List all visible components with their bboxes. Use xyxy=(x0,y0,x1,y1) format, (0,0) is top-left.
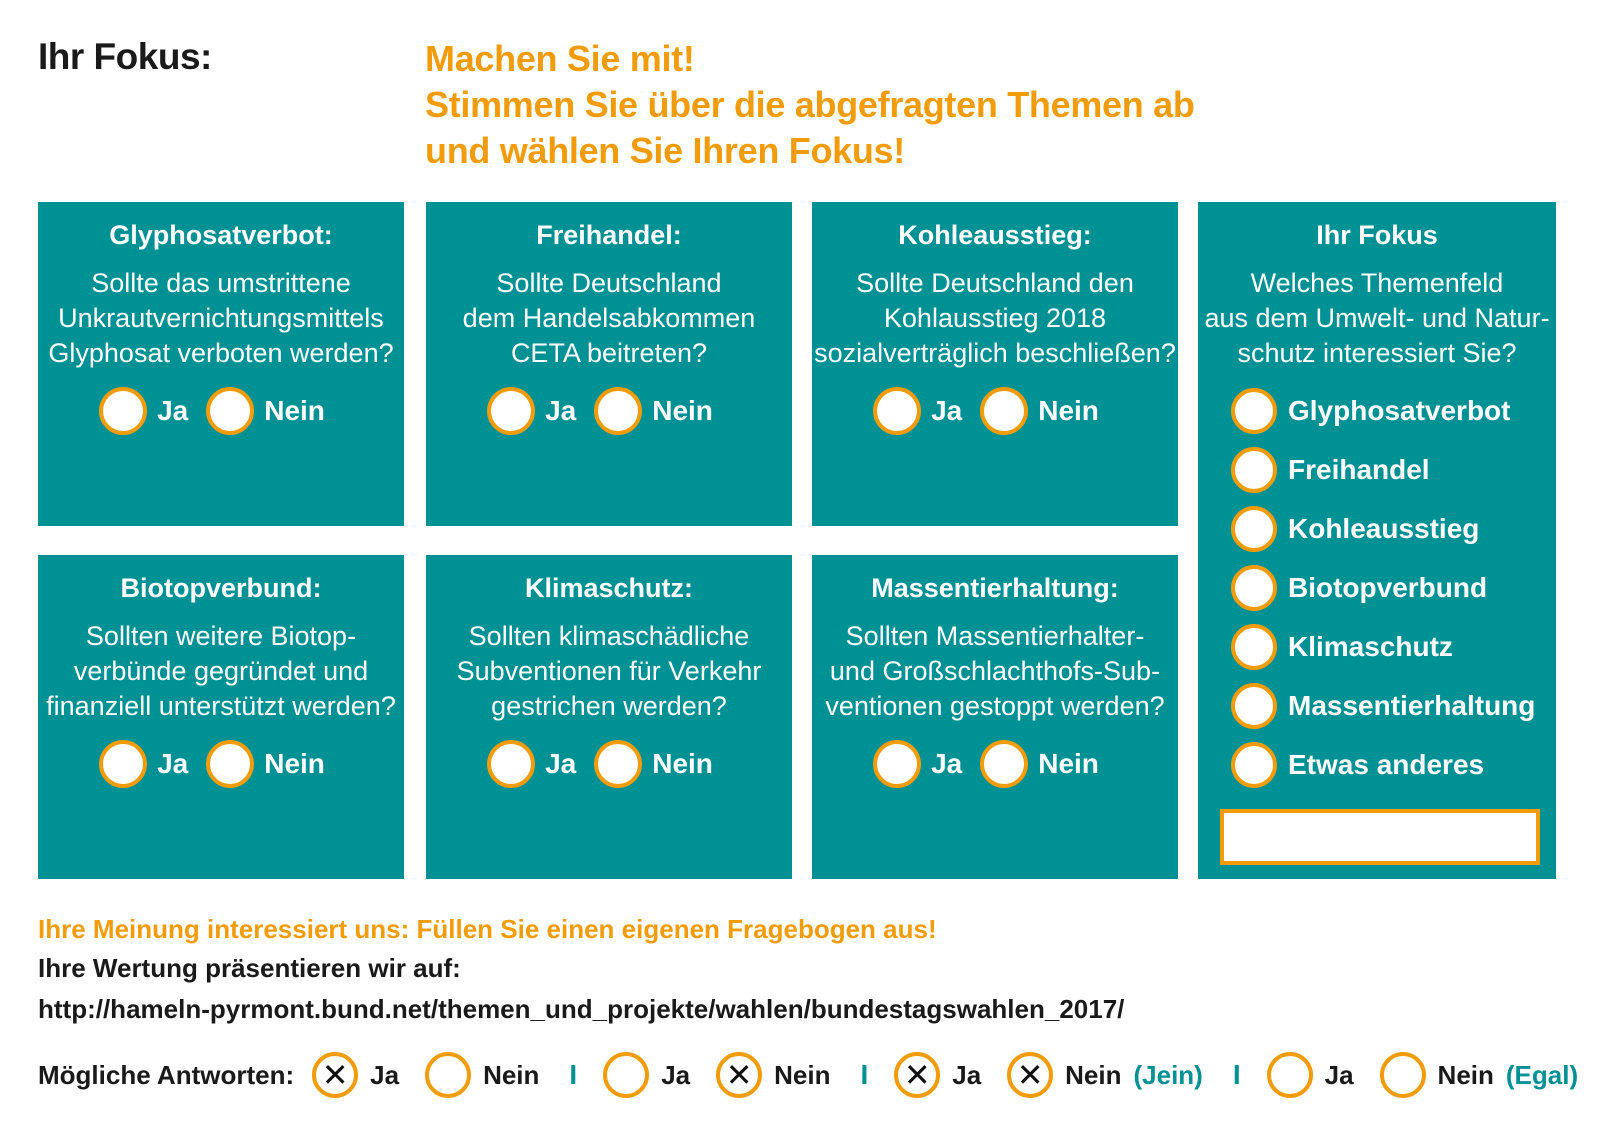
headline xyxy=(425,36,1195,174)
nein-radio[interactable] xyxy=(980,740,1028,788)
legend-ja-checked xyxy=(312,1052,358,1098)
focus-question: Welches Themenfeld aus dem Umwelt- und Natur- schutz interessiert Sie? xyxy=(1204,268,1550,368)
question-title: Massentierhaltung: xyxy=(871,573,1119,603)
legend-separator: I xyxy=(860,1059,869,1090)
nein-label: Nein xyxy=(264,748,325,779)
ja-radio[interactable] xyxy=(99,387,147,435)
answer-options xyxy=(426,740,792,788)
focus-option-label: Freihandel xyxy=(1288,453,1430,485)
nein-radio[interactable] xyxy=(206,387,254,435)
question-title: Freihandel: xyxy=(536,220,682,250)
question-text: Sollte Deutschland den Kohlausstieg 2018 sozialverträglich beschließen? xyxy=(814,268,1176,368)
focus-radio[interactable] xyxy=(1231,506,1277,552)
other-topic-field[interactable] xyxy=(1220,809,1540,865)
legend-note-egal: (Egal) xyxy=(1505,1059,1579,1090)
ja-radio[interactable] xyxy=(873,740,921,788)
focus-option-klimaschutz[interactable] xyxy=(1220,617,1556,676)
answer-options xyxy=(38,740,404,788)
focus-option-label: Glyphosatverbot xyxy=(1288,394,1511,426)
ja-label: Ja xyxy=(931,748,963,779)
legend-nein-checked xyxy=(716,1052,762,1098)
focus-option-label: Biotopverbund xyxy=(1288,571,1488,603)
legend-separator: I xyxy=(569,1059,578,1090)
question-text: Sollten Massentierhalter- und Großschlachthofs-Sub- ventionen gestoppt werden? xyxy=(825,621,1165,721)
nein-label: Nein xyxy=(652,395,713,426)
page-title: Ihr Fokus: xyxy=(38,36,212,77)
headline-line-3: und wählen Sie Ihren Fokus! xyxy=(425,130,905,171)
question-card-kohleausstieg xyxy=(812,202,1178,526)
nein-radio[interactable] xyxy=(206,740,254,788)
results-url[interactable]: http://hameln-pyrmont.bund.net/themen_und_projekte/wahlen/bundestagswahlen_2017/ xyxy=(38,994,1125,1024)
legend-nein-label: Nein xyxy=(1437,1059,1494,1090)
focus-radio[interactable] xyxy=(1231,683,1277,729)
ja-label: Ja xyxy=(931,395,963,426)
focus-radio[interactable] xyxy=(1231,388,1277,434)
nein-label: Nein xyxy=(264,395,325,426)
x-mark-icon: ✕ xyxy=(725,1057,753,1093)
call-to-action: Ihre Meinung interessiert uns: Füllen Sie einen eigenen Fragebogen aus! xyxy=(38,914,937,944)
nein-radio[interactable] xyxy=(980,387,1028,435)
question-card-freihandel xyxy=(426,202,792,526)
focus-option-label: Kohleausstieg xyxy=(1288,512,1480,544)
legend-ja-checked xyxy=(894,1052,940,1098)
legend-label: Mögliche Antworten: xyxy=(38,1059,295,1090)
question-title: Biotopverbund: xyxy=(120,573,322,603)
focus-radio[interactable] xyxy=(1231,742,1277,788)
focus-option-label: Etwas anderes xyxy=(1288,748,1485,780)
legend-ja-empty xyxy=(603,1052,649,1098)
question-title: Glyphosatverbot: xyxy=(109,220,333,250)
question-card-glyphosat xyxy=(38,202,404,526)
focus-title: Ihr Fokus xyxy=(1316,220,1438,250)
answer-options xyxy=(38,387,404,435)
question-text: Sollte das umstrittene Unkrautvernichtungsmittels Glyphosat verboten werden? xyxy=(48,268,394,368)
x-mark-icon: ✕ xyxy=(321,1057,349,1093)
focus-radio[interactable] xyxy=(1231,447,1277,493)
focus-option-label: Klimaschutz xyxy=(1288,630,1453,662)
answer-options xyxy=(812,740,1178,788)
headline-line-2: Stimmen Sie über die abgefragten Themen ab xyxy=(425,84,1195,125)
legend-ja-label: Ja xyxy=(952,1059,982,1090)
focus-option-kohleausstieg[interactable] xyxy=(1220,499,1556,558)
ja-label: Ja xyxy=(545,748,577,779)
question-title: Kohleausstieg: xyxy=(898,220,1092,250)
x-mark-icon: ✕ xyxy=(1016,1057,1044,1093)
ja-label: Ja xyxy=(157,395,189,426)
legend-nein-label: Nein xyxy=(483,1059,540,1090)
question-text: Sollte Deutschland dem Handelsabkommen CETA beitreten? xyxy=(462,268,756,368)
focus-option-freihandel[interactable] xyxy=(1220,440,1556,499)
legend-ja-label: Ja xyxy=(661,1059,691,1090)
ja-radio[interactable] xyxy=(487,387,535,435)
nein-label: Nein xyxy=(652,748,713,779)
focus-card xyxy=(1198,202,1556,879)
ja-radio[interactable] xyxy=(487,740,535,788)
headline-line-1: Machen Sie mit! xyxy=(425,38,695,79)
question-card-klimaschutz xyxy=(426,555,792,879)
focus-options xyxy=(1198,381,1556,794)
nein-label: Nein xyxy=(1038,748,1099,779)
focus-option-label: Massentierhaltung xyxy=(1288,689,1536,721)
focus-option-biotopverbund[interactable] xyxy=(1220,558,1556,617)
focus-option-glyphosatverbot[interactable] xyxy=(1220,381,1556,440)
nein-radio[interactable] xyxy=(594,740,642,788)
ja-radio[interactable] xyxy=(99,740,147,788)
answer-options xyxy=(812,387,1178,435)
nein-label: Nein xyxy=(1038,395,1099,426)
legend-ja-label: Ja xyxy=(1324,1059,1354,1090)
x-mark-icon: ✕ xyxy=(903,1057,931,1093)
legend-separator: I xyxy=(1232,1059,1241,1090)
presented-on-text: Ihre Wertung präsentieren wir auf: xyxy=(38,953,461,983)
legend-ja-empty xyxy=(1267,1052,1313,1098)
legend-ja-label: Ja xyxy=(370,1059,400,1090)
legend-nein-label: Nein xyxy=(774,1059,831,1090)
focus-radio[interactable] xyxy=(1231,565,1277,611)
question-card-massentierhaltung xyxy=(812,555,1178,879)
legend-nein-checked xyxy=(1007,1052,1053,1098)
legend-nein-empty xyxy=(425,1052,471,1098)
legend-note-jein: (Jein) xyxy=(1133,1059,1203,1090)
question-title: Klimaschutz: xyxy=(524,573,694,603)
answer-options xyxy=(426,387,792,435)
focus-option-massentierhaltung[interactable] xyxy=(1220,676,1556,735)
question-text: Sollten klimaschädliche Subventionen für Verkehr gestrichen werden? xyxy=(456,621,762,721)
nein-radio[interactable] xyxy=(594,387,642,435)
answer-legend xyxy=(38,1050,1578,1100)
question-text: Sollten weitere Biotop- verbünde gegründet und finanziell unterstützt werden? xyxy=(46,621,396,721)
ja-label: Ja xyxy=(157,748,189,779)
question-card-biotopverbund xyxy=(38,555,404,879)
legend-nein-label: Nein xyxy=(1065,1059,1122,1090)
legend-nein-empty xyxy=(1380,1052,1426,1098)
focus-option-etwas-anderes[interactable] xyxy=(1220,735,1556,794)
ja-radio[interactable] xyxy=(873,387,921,435)
ja-label: Ja xyxy=(545,395,577,426)
focus-radio[interactable] xyxy=(1231,624,1277,670)
